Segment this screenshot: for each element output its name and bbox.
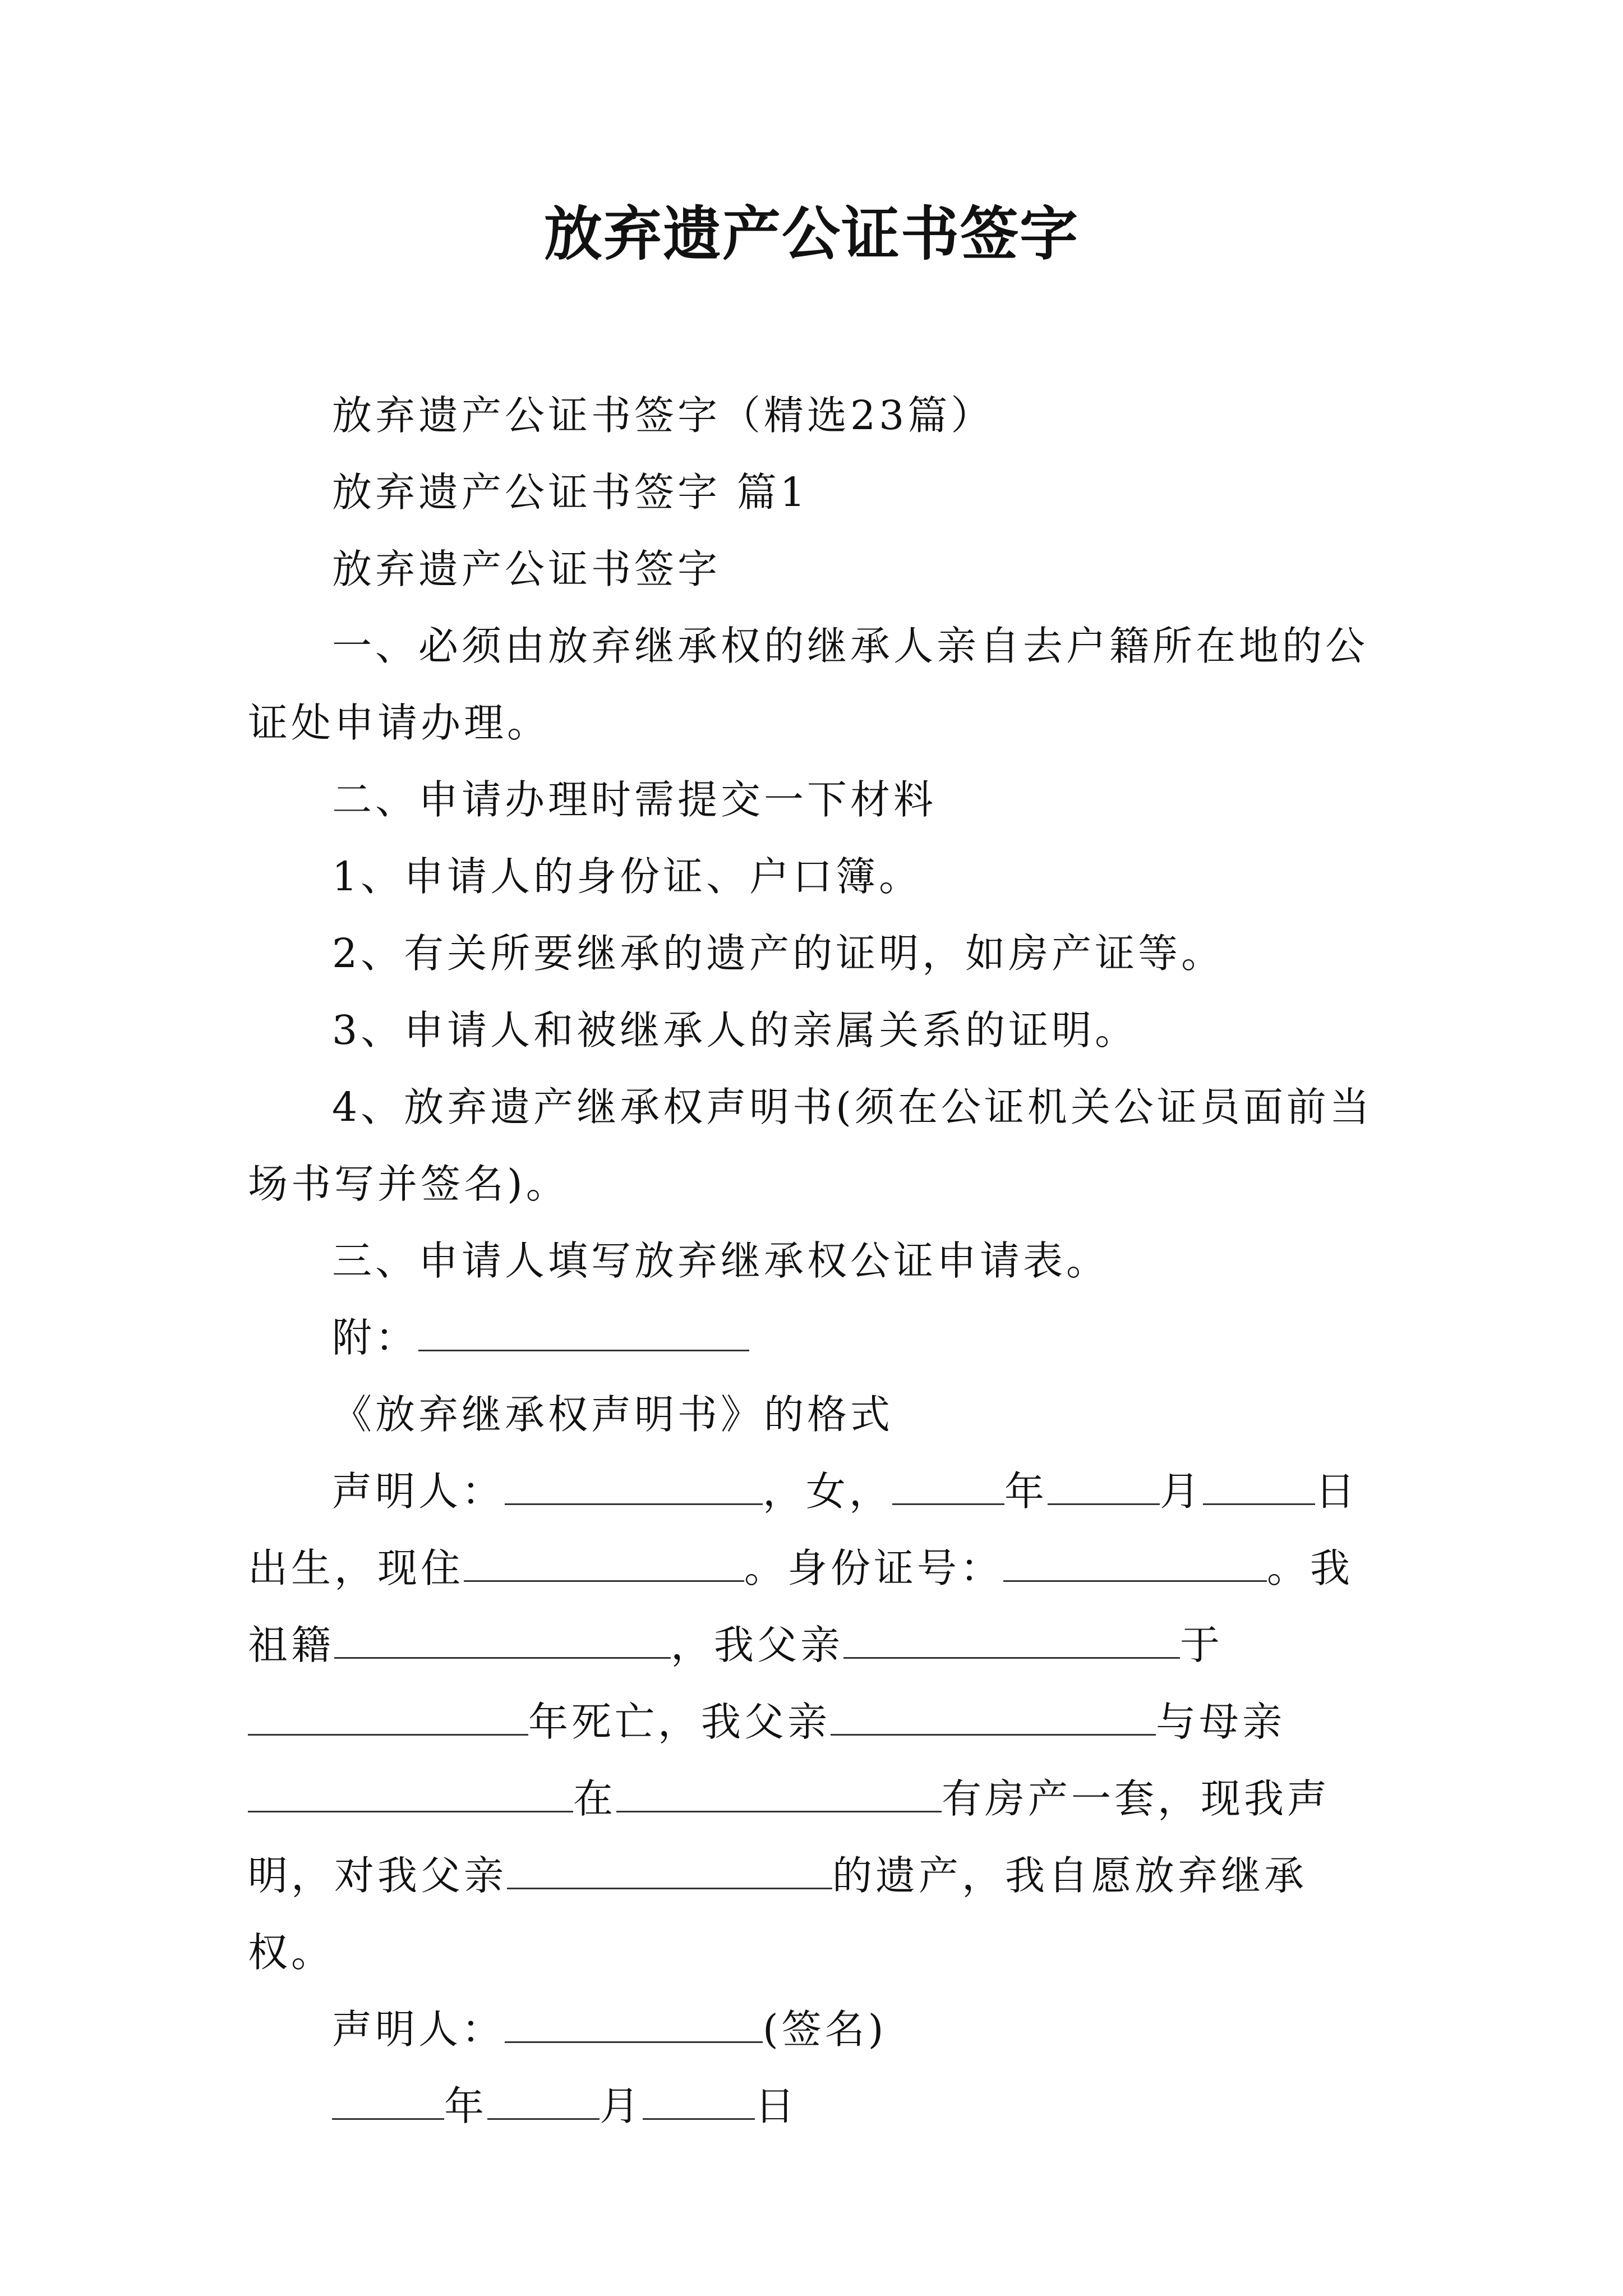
signature-label: 声明人： — [332, 2006, 505, 2053]
declarant-name-blank — [505, 1470, 763, 1505]
paragraph-signature — [248, 1991, 1392, 2068]
father-name-blank — [843, 1623, 1180, 1659]
paragraph-subtitle: 放弃遗产公证书签字（精选23篇） — [332, 392, 994, 439]
paragraph-item-one: 一、必须由放弃继承权的继承人亲自去户籍所在地的公证处申请办理。 — [248, 623, 1369, 746]
declare-prefix-text: 明，对我父亲 — [248, 1852, 508, 1899]
attachment-label: 附： — [332, 1314, 419, 1361]
property-location-blank — [616, 1777, 942, 1812]
paragraph-section-heading: 放弃遗产公证书签字 篇1 — [332, 469, 809, 516]
declarant-label: 声明人： — [332, 1468, 505, 1515]
paragraph-item-two: 二、申请办理时需提交一下材料 — [332, 776, 937, 823]
attachment-blank — [418, 1316, 749, 1351]
month-label: 月 — [1160, 1468, 1204, 1515]
day-label: 日 — [1315, 1468, 1359, 1515]
and-mother-text: 与母亲 — [1156, 1699, 1286, 1745]
in-text: 在 — [573, 1775, 617, 1822]
paragraph-material-2: 2、有关所要继承的遗产的证明，如房产证等。 — [332, 930, 1225, 977]
paragraph-attachment — [248, 1299, 1392, 1376]
have-house-text: 有房产一套，现我声 — [942, 1775, 1331, 1822]
born-live-text: 出生，现住 — [248, 1545, 464, 1591]
signature-suffix: (签名) — [763, 2006, 887, 2053]
signature-blank — [505, 2008, 763, 2043]
paragraph-material-4: 4、放弃遗产继承权声明书(须在公证机关公证员面前当场书写并签名)。 — [248, 1084, 1373, 1207]
year-label: 年 — [1004, 1468, 1048, 1515]
year-died-text: 年死亡，我父亲 — [528, 1699, 831, 1745]
paragraph-material-3: 3、申请人和被继承人的亲属关系的证明。 — [332, 1007, 1138, 1053]
document-title: 放弃遗产公证书签字 — [543, 199, 1079, 268]
declare-suffix-text: 的遗产，我自愿放弃继承权。 — [248, 1852, 1308, 1976]
female-text: ，女， — [763, 1468, 893, 1515]
father-text: ，我父亲 — [671, 1622, 844, 1668]
sign-month-label: 月 — [600, 2083, 643, 2129]
native-place-label: 祖籍 — [248, 1622, 335, 1668]
death-year-blank — [248, 1700, 528, 1736]
sign-day-blank — [643, 2085, 755, 2120]
birth-year-blank — [892, 1470, 1004, 1505]
father-name-blank-3 — [507, 1854, 832, 1889]
sign-year-label: 年 — [444, 2083, 488, 2129]
paragraph-format-title: 《放弃继承权声明书》的格式 — [332, 1391, 894, 1438]
native-place-blank — [334, 1623, 671, 1659]
mother-name-blank — [248, 1777, 573, 1812]
birth-day-blank — [1203, 1470, 1315, 1505]
id-number-blank — [1003, 1547, 1267, 1582]
paragraph-date — [248, 2068, 1392, 2145]
sign-day-label: 日 — [755, 2083, 799, 2129]
birth-month-blank — [1048, 1470, 1160, 1505]
sign-year-blank — [332, 2085, 444, 2120]
paragraph-declaration-end — [248, 1837, 1392, 1991]
paragraph-declaration-form — [248, 1453, 1392, 1837]
id-number-label: 。身份证号： — [744, 1545, 1004, 1591]
father-name-blank-2 — [831, 1700, 1156, 1736]
at-text: 于 — [1180, 1622, 1224, 1668]
document-body — [248, 377, 1392, 2145]
sign-month-blank — [487, 2085, 600, 2120]
paragraph-material-1: 1、申请人的身份证、户口簿。 — [332, 853, 923, 900]
address-blank — [464, 1547, 744, 1582]
paragraph-item-three: 三、申请人填写放弃继承权公证申请表。 — [332, 1237, 1110, 1284]
period-me-text: 。我 — [1267, 1545, 1354, 1591]
paragraph-heading: 放弃遗产公证书签字 — [332, 546, 721, 592]
